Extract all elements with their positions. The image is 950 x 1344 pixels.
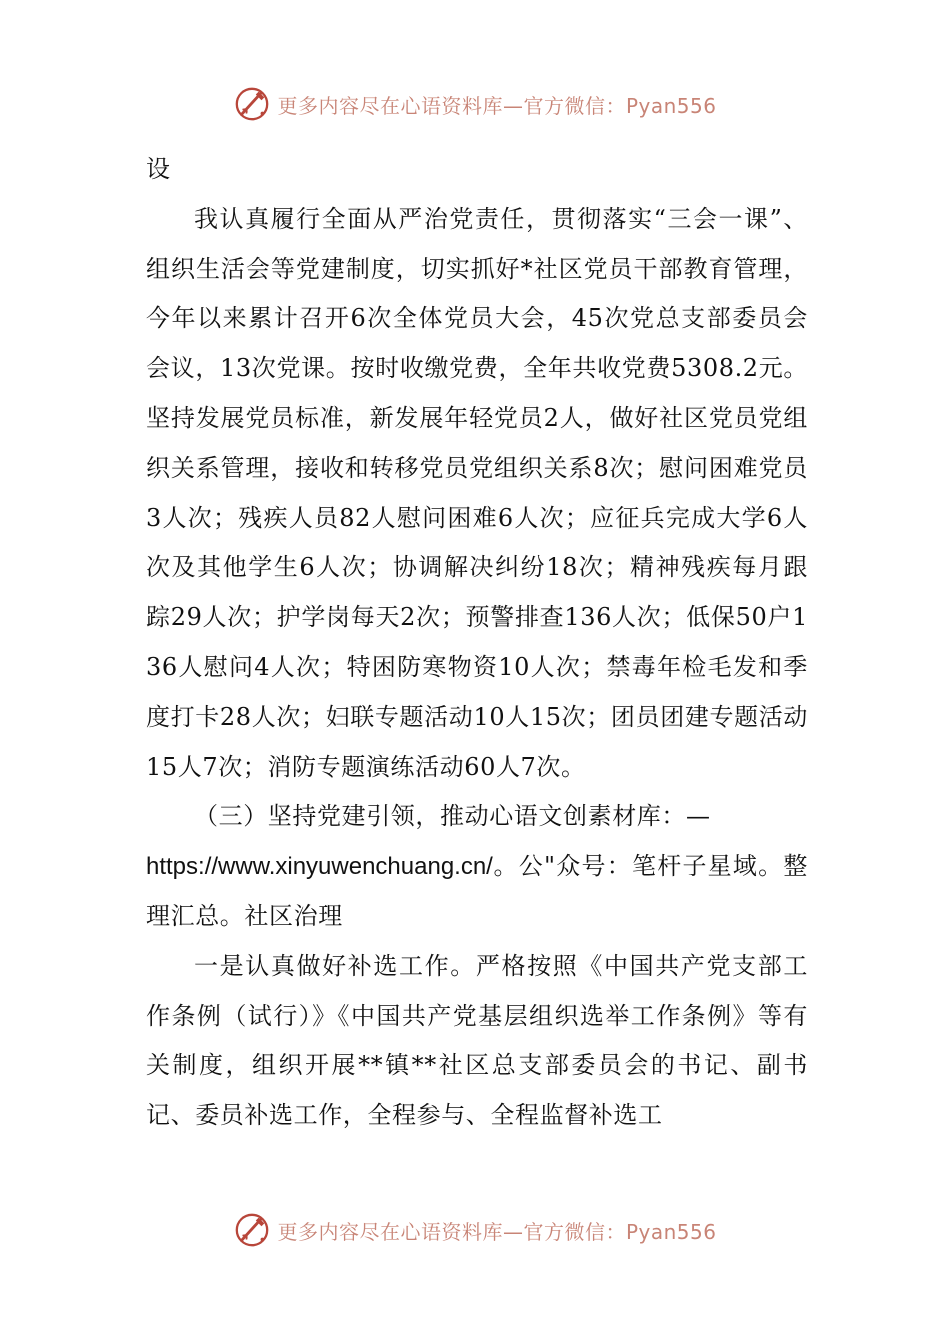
- footer-banner: [0, 1206, 950, 1254]
- paragraph-by-election: 一是认真做好补选工作。严格按照《中国共产党支部工作条例（试行）》《中国共产党基层组织选举工作条例》等有关制度，组织开展**镇**社区总支部委员会的书记、副书记、委员补选工作，全程参与、全程监督补选工: [146, 951, 808, 1130]
- paragraph-url-line: [146, 842, 808, 942]
- pen-seal-logo-icon: [233, 85, 271, 123]
- source-url: https://www.xinyuwenchuang.cn/: [146, 853, 493, 881]
- paragraph-continuation: 设: [146, 155, 171, 183]
- header-banner-text: 更多内容尽在心语资料库—官方微信：Pyan556: [277, 93, 717, 118]
- document-body: [146, 145, 808, 1141]
- paragraph-party-building: 我认真履行全面从严治党责任，贯彻落实“三会一课”、组织生活会等党建制度，切实抓好*社区党员干部教育管理，今年以来累计召开6次全体党员大会，45次党总支部委员会会议，13次党课。按时收缴党费，全年共收党费5308.2元。坚持发展党员标准，新发展年轻党员2人，做好社区党员党组织关系管理，接收和转移党员党组织关系8次；慰问困难党员3人次；残疾人员82人慰问困难6人次；应征兵完成大学6人次及其他学生6人次；协调解决纠纷18次；精神残疾每月跟踪29人次；护学岗每天2次；预警排查136人次；低保50户136人慰问4人次；特困防寒物资10人次；禁毒年检毛发和季度打卡28人次；妇联专题活动10人15次；团员团建专题活动15人7次；消防专题演练活动60人7次。: [146, 204, 808, 781]
- pen-seal-logo-icon: [233, 1211, 271, 1249]
- footer-banner-text: 更多内容尽在心语资料库—官方微信：Pyan556: [277, 1219, 717, 1244]
- section-heading-three: （三）坚持党建引领，推动心语文创素材库：—: [194, 802, 711, 831]
- header-banner: [0, 80, 950, 128]
- paragraph-url-tail: 。公"众号：笔杆子星域。整理汇总。社区治理: [146, 852, 808, 930]
